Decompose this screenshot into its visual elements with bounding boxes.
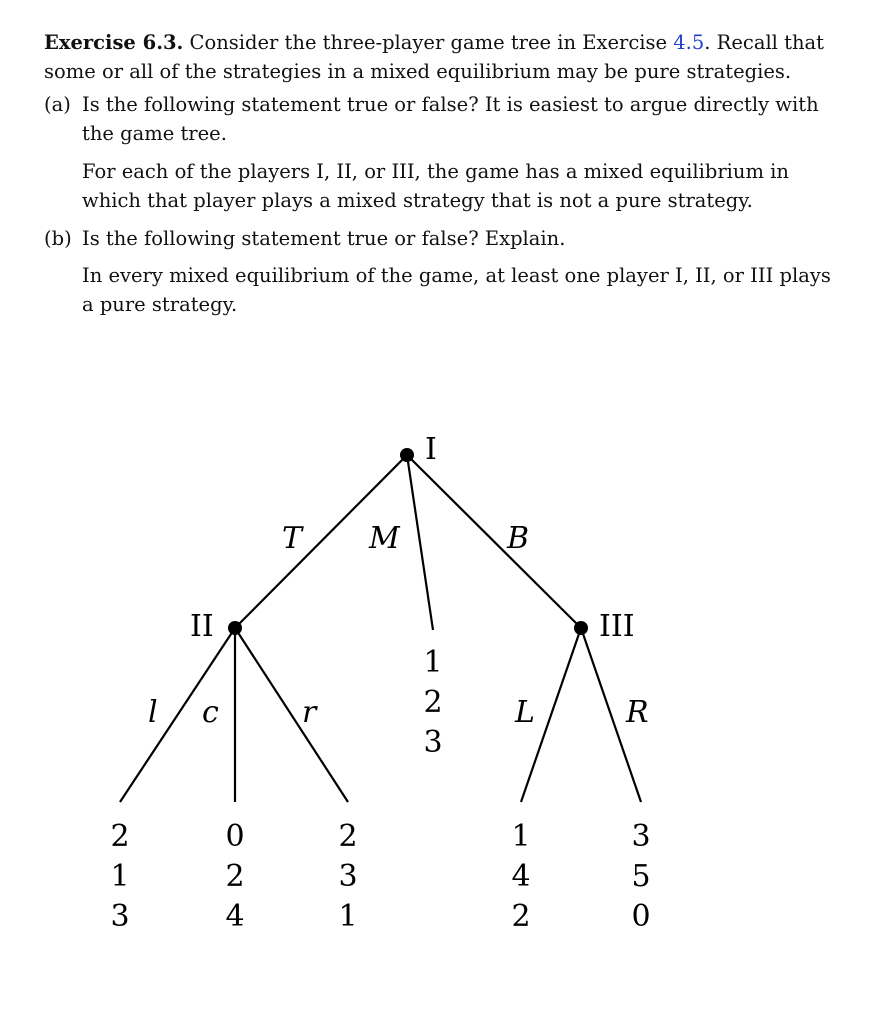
payoff-c-1: 0 bbox=[225, 819, 245, 854]
player-III-label: III bbox=[599, 609, 635, 644]
payoff-M-1: 1 bbox=[423, 645, 443, 680]
part-a-question: Is the following statement true or false? It is easiest to argue directly with the game tree. bbox=[82, 93, 819, 145]
move-L-label: L bbox=[515, 695, 535, 730]
payoff-l-2: 1 bbox=[110, 859, 130, 894]
payoff-c-2: 2 bbox=[225, 859, 245, 894]
exercise-heading: Exercise 6.3. bbox=[44, 31, 184, 54]
payoff-l-1: 2 bbox=[110, 819, 130, 854]
part-a-label: (a) bbox=[44, 93, 71, 116]
node-I bbox=[400, 448, 414, 462]
payoff-M-2: 2 bbox=[423, 685, 443, 720]
move-R-label: R bbox=[626, 695, 649, 730]
player-II-label: II bbox=[190, 609, 214, 644]
node-III bbox=[574, 621, 588, 635]
exercise-intro-text-2: . Recall that some or all of the strategies in a mixed equilibrium may be pure strategies. bbox=[44, 31, 824, 83]
part-b-question: Is the following statement true or false? Explain. bbox=[82, 227, 566, 250]
exercise-intro-text: Consider the three-player game tree in Exercise bbox=[189, 31, 668, 54]
move-T-label: T bbox=[282, 521, 303, 556]
move-M-label: M bbox=[369, 521, 400, 556]
edge-M bbox=[407, 455, 433, 630]
move-B-label: B bbox=[507, 521, 530, 556]
player-I-label: I bbox=[425, 432, 437, 467]
part-b-statement: In every mixed equilibrium of the game, at least one player I, II, or III plays a pure strategy. bbox=[82, 264, 831, 316]
node-II bbox=[228, 621, 242, 635]
edge-B bbox=[407, 455, 581, 628]
payoff-r-3: 1 bbox=[338, 899, 358, 934]
part-b-label: (b) bbox=[44, 227, 72, 250]
move-r-label: r bbox=[302, 695, 317, 730]
payoff-c-3: 4 bbox=[225, 899, 245, 934]
part-a-statement: For each of the players I, II, or III, the game has a mixed equilibrium in which that player plays a mixed strategy that is not a pure strategy. bbox=[82, 160, 789, 212]
payoff-L-2: 4 bbox=[511, 859, 531, 894]
payoff-r-1: 2 bbox=[338, 819, 358, 854]
payoff-R-2: 5 bbox=[631, 859, 651, 894]
move-c-label: c bbox=[202, 695, 219, 730]
payoff-M-3: 3 bbox=[423, 725, 443, 760]
exercise-reference-link[interactable]: 4.5 bbox=[673, 31, 705, 54]
edge-r bbox=[235, 628, 348, 802]
payoff-L-1: 1 bbox=[511, 819, 531, 854]
move-l-label: l bbox=[148, 695, 158, 730]
payoff-R-3: 0 bbox=[631, 899, 651, 934]
payoff-l-3: 3 bbox=[110, 899, 130, 934]
payoff-r-2: 3 bbox=[338, 859, 358, 894]
payoff-L-3: 2 bbox=[511, 899, 531, 934]
payoff-R-1: 3 bbox=[631, 819, 651, 854]
